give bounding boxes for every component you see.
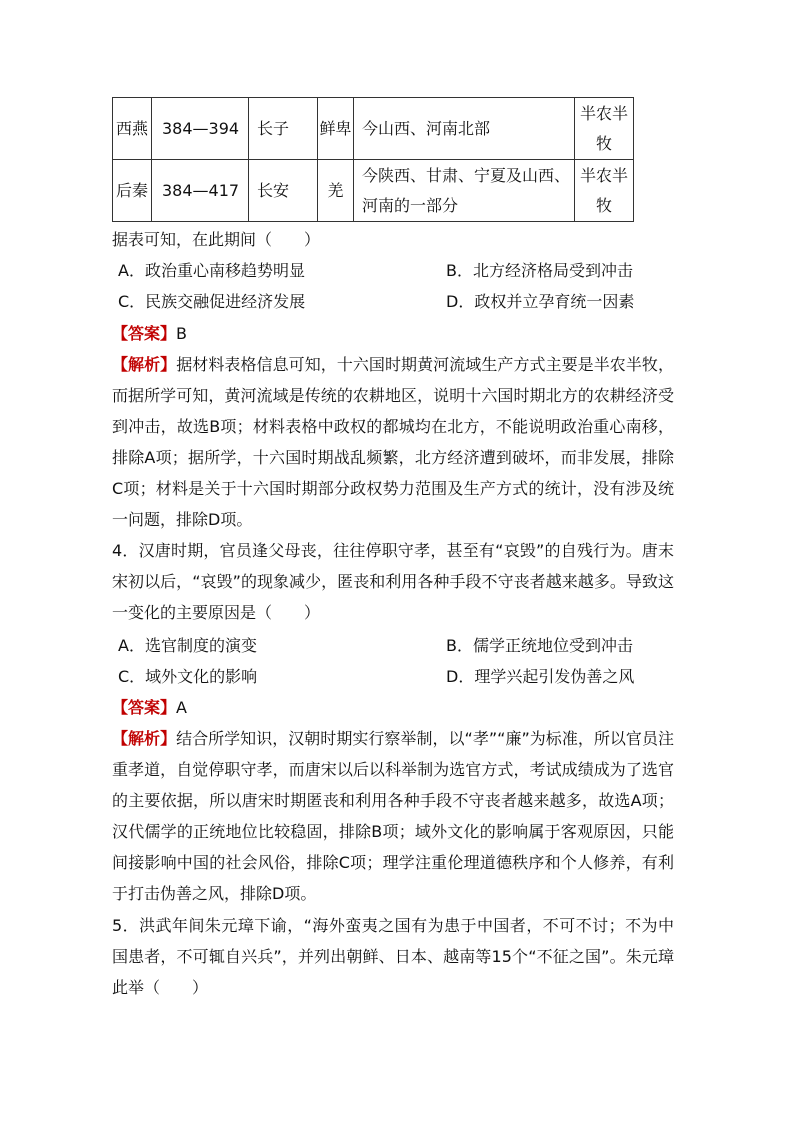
q3-option-c: C．民族交融促进经济发展 <box>118 292 306 311</box>
q3-option-a: A．政治重心南移趋势明显 <box>118 261 305 280</box>
years-cell: 384—394 <box>152 98 249 160</box>
region-cell: 今山西、河南北部 <box>354 98 575 160</box>
q5-stem: 5．洪武年间朱元璋下谕，“海外蛮夷之国有为患于中国者，不可不讨；不为中国患者，不可辄自兴兵”，并列出朝鲜、日本、越南等15个“不征之国”。朱元璋此举（ ） <box>112 916 674 997</box>
ethnic-cell: 羌 <box>318 160 354 222</box>
analysis-tag: 【解析】 <box>112 729 177 748</box>
analysis-text: 据材料表格信息可知，十六国时期黄河流域生产方式主要是半农半牧，而据所学可知，黄河流域是传统的农耕地区，说明十六国时期北方的农耕经济受到冲击，故选B项；材料表格中政权的都城均在北方，不能说明政治重心南移，排除A项；据所学，十六国时期战乱频繁，北方经济遭到破坏，而非发展，排除C项；材料是关于十六国时期部分政权势力范围及生产方式的统计，没有涉及统一问题，排除D项。 <box>112 355 674 529</box>
q3-answer <box>112 318 672 349</box>
answer-value: A <box>176 698 187 717</box>
q3-stem: 据表可知，在此期间（ ） <box>112 230 321 249</box>
q4-analysis <box>112 723 674 909</box>
capital-cell: 长子 <box>249 98 318 160</box>
q4-option-b: B．儒学正统地位受到冲击 <box>446 636 633 655</box>
mode-cell: 半农半牧 <box>575 160 634 222</box>
q4-stem: 4．汉唐时期，官员逢父母丧，往往停职守孝，甚至有“哀毁”的自残行为。唐末宋初以后，“哀毁”的现象减少，匿丧和利用各种手段不守丧者越来越多。导致这一变化的主要原因是（ ） <box>112 541 674 622</box>
q3-option-b: B．北方经济格局受到冲击 <box>446 261 633 280</box>
mode-cell: 半农半牧 <box>575 98 634 160</box>
q4-option-d: D．理学兴起引发伪善之风 <box>446 667 635 686</box>
ethnic-cell: 鲜卑 <box>318 98 354 160</box>
q4-option-a: A．选官制度的演变 <box>118 636 257 655</box>
answer-tag: 【答案】 <box>112 698 177 717</box>
answer-value: B <box>176 324 187 343</box>
state-cell: 西燕 <box>113 98 152 160</box>
table-row <box>113 160 634 222</box>
state-cell: 后秦 <box>113 160 152 222</box>
regime-table <box>112 97 634 222</box>
table-row <box>113 98 634 160</box>
years-cell: 384—417 <box>152 160 249 222</box>
analysis-text: 结合所学知识，汉朝时期实行察举制，以“孝”“廉”为标准，所以官员注重孝道，自觉停职守孝，而唐宋以后以科举制为选官方式，考试成绩成为了选官的主要依据，所以唐宋时期匿丧和利用各种手段不守丧者越来越多，故选A项；汉代儒学的正统地位比较稳固，排除B项；域外文化的影响属于客观原因，只能间接影响中国的社会风俗，排除C项；理学注重伦理道德秩序和个人修养，有利于打击伪善之风，排除D项。 <box>112 729 674 903</box>
q3-analysis <box>112 349 674 535</box>
q4-answer <box>112 692 672 723</box>
answer-tag: 【答案】 <box>112 324 177 343</box>
q3-option-d: D．政权并立孕育统一因素 <box>446 292 635 311</box>
analysis-tag: 【解析】 <box>112 355 177 374</box>
capital-cell: 长安 <box>249 160 318 222</box>
q4-option-c: C．域外文化的影响 <box>118 667 258 686</box>
region-cell: 今陕西、甘肃、宁夏及山西、河南的一部分 <box>354 160 575 222</box>
